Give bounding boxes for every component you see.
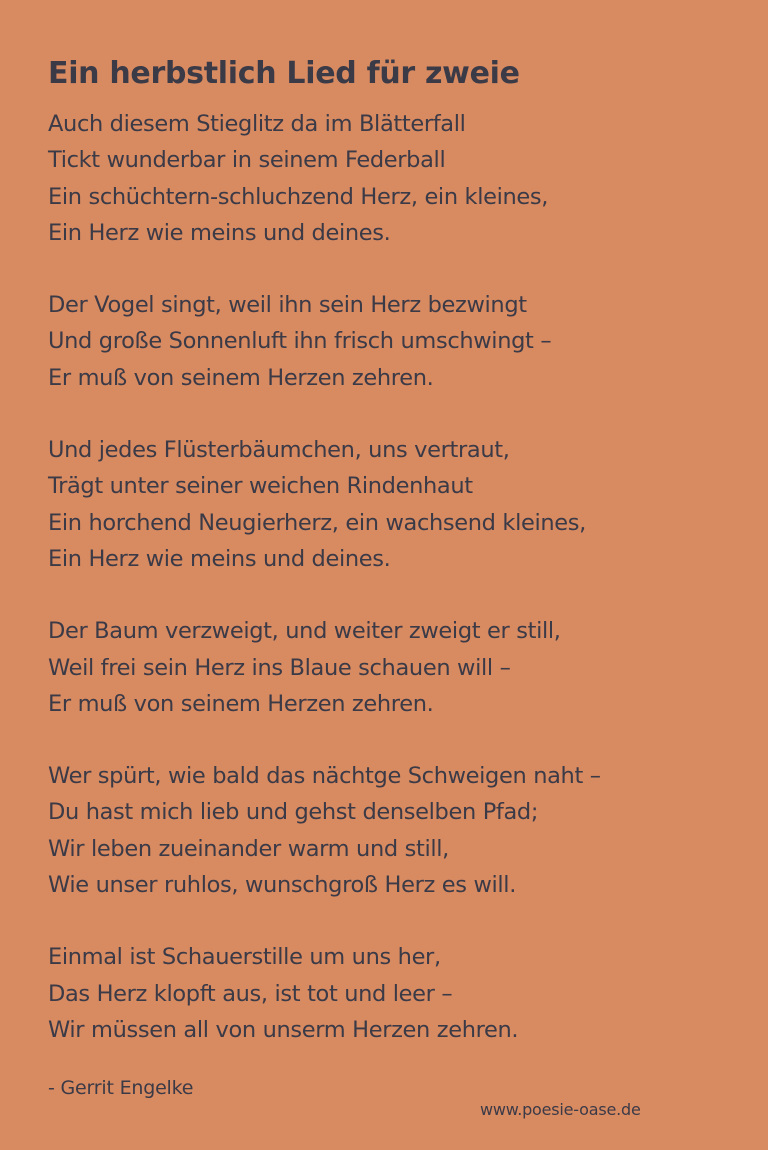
stanza-3 bbox=[48, 432, 601, 577]
verse-line: Tickt wunderbar in seinem Federball bbox=[48, 147, 446, 174]
verse-line: Wir leben zueinander warm und still, bbox=[48, 835, 449, 862]
author-credit: - Gerrit Engelke bbox=[48, 1077, 194, 1099]
verse-line: Auch diesem Stieglitz da im Blätterfall bbox=[48, 111, 466, 137]
poem-body bbox=[48, 106, 601, 1084]
verse-line: Er muß von seinem Herzen zehren. bbox=[48, 690, 434, 717]
verse-line: Einmal ist Schauerstille um uns her, bbox=[48, 944, 441, 971]
verse-line: Er muß von seinem Herzen zehren. bbox=[48, 364, 434, 391]
stanza-4 bbox=[48, 613, 601, 722]
verse-line: Trägt unter seiner weichen Rindenhaut bbox=[48, 473, 473, 500]
verse-line: Ein Herz wie meins und deines. bbox=[48, 219, 391, 246]
verse-line: Und jedes Flüsterbäumchen, uns vertraut, bbox=[48, 437, 510, 464]
verse-line: Du hast mich lieb und gehst denselben Pfad; bbox=[48, 799, 539, 826]
website-url: www.poesie-oase.de bbox=[480, 1100, 641, 1119]
verse-line: Der Vogel singt, weil ihn sein Herz bezwingt bbox=[48, 292, 527, 319]
verse-line: Wir müssen all von unserm Herzen zehren. bbox=[48, 1016, 519, 1043]
stanza-1 bbox=[48, 106, 601, 251]
verse-line: Wie unser ruhlos, wunschgroß Herz es will. bbox=[48, 872, 517, 899]
stanza-6 bbox=[48, 939, 601, 1048]
verse-line: Ein horchend Neugierherz, ein wachsend kleines, bbox=[48, 509, 586, 536]
stanza-5 bbox=[48, 758, 601, 903]
poem-title: Ein herbstlich Lied für zweie bbox=[48, 56, 520, 91]
verse-line: Der Baum verzweigt, und weiter zweigt er still, bbox=[48, 618, 561, 645]
verse-line: Weil frei sein Herz ins Blaue schauen will – bbox=[48, 654, 511, 681]
verse-line: Ein schüchtern-schluchzend Herz, ein kleines, bbox=[48, 183, 549, 210]
stanza-2 bbox=[48, 287, 601, 396]
verse-line: Ein Herz wie meins und deines. bbox=[48, 545, 391, 572]
verse-line: Und große Sonnenluft ihn frisch umschwingt – bbox=[48, 328, 552, 355]
verse-line: Das Herz klopft aus, ist tot und leer – bbox=[48, 980, 453, 1007]
verse-line: Wer spürt, wie bald das nächtge Schweigen naht – bbox=[48, 763, 601, 790]
